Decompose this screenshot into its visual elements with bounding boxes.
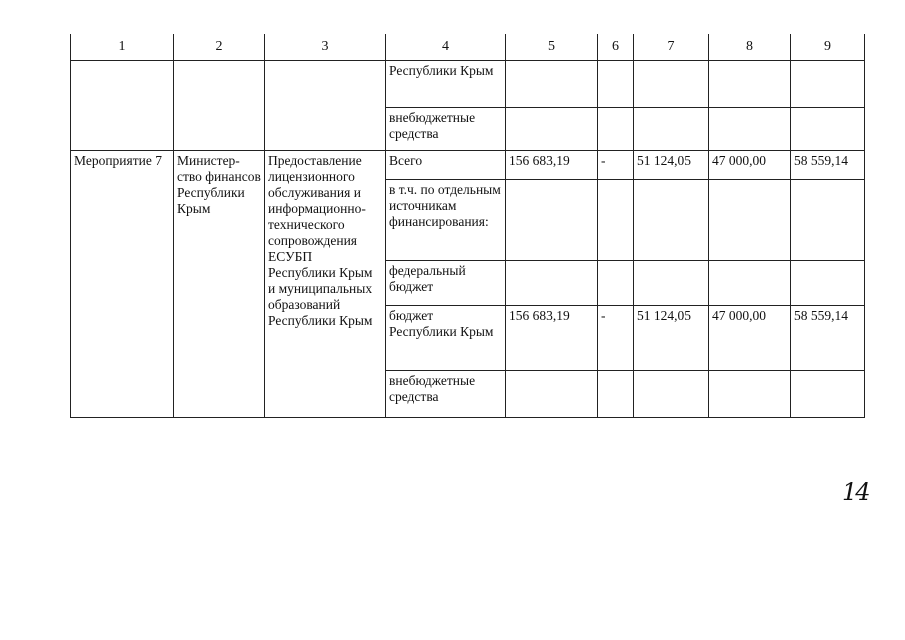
funding-table <box>70 34 865 418</box>
col-header: 5 <box>506 34 598 61</box>
value-cell <box>791 108 865 151</box>
source-cell: внебюджетные средства <box>386 371 506 418</box>
measure-name: Мероприятие 7 <box>71 151 174 418</box>
source-cell: в т.ч. по отдельным источникам финансирования: <box>386 180 506 261</box>
col-header: 1 <box>71 34 174 61</box>
value-cell <box>598 261 634 306</box>
value-cell <box>634 371 709 418</box>
value-cell <box>709 61 791 108</box>
col-header: 6 <box>598 34 634 61</box>
value-cell <box>791 61 865 108</box>
header-row <box>71 34 865 61</box>
empty-cell <box>174 61 265 151</box>
source-cell: внебюджетные средства <box>386 108 506 151</box>
value-cell <box>709 371 791 418</box>
source-cell: бюджет Республики Крым <box>386 306 506 371</box>
value-cell <box>634 61 709 108</box>
col-header: 3 <box>265 34 386 61</box>
value-cell <box>634 261 709 306</box>
value-cell: 58 559,14 <box>791 306 865 371</box>
value-cell: - <box>598 151 634 180</box>
col-header: 7 <box>634 34 709 61</box>
table-row <box>71 151 865 180</box>
col-header: 2 <box>174 34 265 61</box>
value-cell: 51 124,05 <box>634 306 709 371</box>
value-cell <box>598 371 634 418</box>
value-cell: 156 683,19 <box>506 151 598 180</box>
value-cell <box>709 180 791 261</box>
empty-cell <box>71 61 174 151</box>
table-row <box>71 61 865 108</box>
value-cell: 51 124,05 <box>634 151 709 180</box>
value-cell <box>634 108 709 151</box>
value-cell: - <box>598 306 634 371</box>
value-cell <box>791 180 865 261</box>
value-cell <box>598 180 634 261</box>
col-header: 4 <box>386 34 506 61</box>
measure-description: Предоставление лицензионного обслуживания и информационно-технического сопровождения ЕСУБП Республики Крым и муниципальных образований Республики Крым <box>265 151 386 418</box>
empty-cell <box>265 61 386 151</box>
source-cell: Всего <box>386 151 506 180</box>
value-cell <box>506 108 598 151</box>
source-cell: Республики Крым <box>386 61 506 108</box>
value-cell <box>506 371 598 418</box>
value-cell <box>598 108 634 151</box>
value-cell: 47 000,00 <box>709 306 791 371</box>
col-header: 8 <box>709 34 791 61</box>
measure-executor: Министер-ство финансов Республики Крым <box>174 151 265 418</box>
value-cell <box>598 61 634 108</box>
page-number: 14 <box>842 478 869 506</box>
value-cell <box>791 261 865 306</box>
value-cell: 47 000,00 <box>709 151 791 180</box>
value-cell <box>506 261 598 306</box>
source-cell: федеральный бюджет <box>386 261 506 306</box>
value-cell: 58 559,14 <box>791 151 865 180</box>
value-cell <box>791 371 865 418</box>
value-cell <box>634 180 709 261</box>
value-cell <box>709 108 791 151</box>
value-cell <box>709 261 791 306</box>
value-cell <box>506 61 598 108</box>
value-cell <box>506 180 598 261</box>
value-cell: 156 683,19 <box>506 306 598 371</box>
col-header: 9 <box>791 34 865 61</box>
